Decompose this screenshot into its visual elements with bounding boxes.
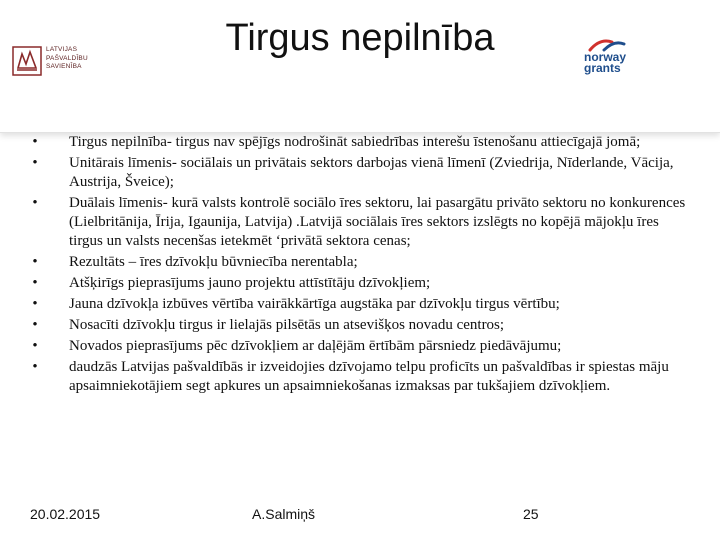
bullet-item (30, 337, 690, 356)
bullet-text: Nosacīti dzīvokļu tirgus ir lielajās pilsētās un atsevišķos novadu centros; (69, 317, 505, 333)
lps-emblem-icon (12, 46, 42, 76)
bullet-item (30, 295, 690, 314)
bullet-text: daudzās Latvijas pašvaldībās ir izveidojies dzīvojamo telpu proficīts un pašvaldības ir spiestas māju apsaimniekotājiem segt apkures un apsaimniekošanas izmaksas par tukšajiem dzīvokļiem. (69, 359, 669, 394)
bullet-text: Unitārais līmenis- sociālais un privātais sektors darbojas vienā līmenī (Zviedrija, Nīderlande, Vācija, Austrija, Šveice); (69, 155, 674, 190)
norway-grants-logo (572, 38, 642, 86)
bullet-text: Rezultāts – īres dzīvokļu būvniecība nerentabla; (69, 254, 358, 270)
norway-grants-line: norway (584, 50, 627, 64)
bullet-text: Tirgus nepilnība- tirgus nav spējīgs nodrošināt sabiedrības interešu īstenošanu attiecīgajā jomā; (69, 134, 641, 150)
lps-logo-line: LATVIJAS (46, 46, 78, 53)
bullet-dot-icon: • (32, 254, 38, 270)
bullet-list (30, 133, 690, 398)
bullet-dot-icon: • (32, 317, 38, 333)
bullet-item (30, 194, 690, 251)
bullet-item (30, 154, 690, 192)
bullet-item (30, 316, 690, 335)
lps-logo (12, 46, 112, 80)
footer-date: 20.02.2015 (30, 506, 101, 522)
bullet-text: Novados pieprasījums pēc dzīvokļiem ar daļējām ērtībām pārsniedz piedāvājumu; (69, 338, 562, 354)
norway-grants-line: grants (584, 61, 621, 75)
bullet-item (30, 133, 690, 152)
footer-page-number: 25 (523, 506, 539, 522)
bullet-text: Atšķirīgs pieprasījums jauno projektu attīstītāju dzīvokļiem; (69, 275, 431, 291)
bullet-dot-icon: • (32, 359, 38, 375)
footer-author: A.Salmiņš (252, 506, 316, 522)
slide-title: Tirgus nepilnība (225, 17, 495, 59)
bullet-text: Duālais līmenis- kurā valsts kontrolē sociālo īres sektoru, lai pasargātu privāto sektoru no konkurences (Lielbritānija, Īrija, Igaunija, Latvija) .Latvijā sociālais īres sektors izslēgts no kopējā mājokļu īres tirgus un valsts necenšas ietekmēt ‘privātā sektora cenas; (69, 195, 686, 249)
bullet-text: Jauna dzīvokļa izbūves vērtība vairākkārtīga augstāka par dzīvokļu tirgus vērtību; (69, 296, 560, 312)
bullet-item (30, 358, 690, 396)
lps-logo-line: PAŠVALDĪBU (46, 54, 88, 62)
lps-logo-line: SAVIENĪBA (46, 63, 82, 70)
bullet-item (30, 253, 690, 272)
bullet-item (30, 274, 690, 293)
bullet-dot-icon: • (32, 155, 38, 171)
bullet-dot-icon: • (32, 195, 38, 211)
bullet-dot-icon: • (32, 338, 38, 354)
norway-grants-text (584, 52, 654, 74)
lps-logo-text (46, 46, 116, 72)
bullet-dot-icon: • (32, 296, 38, 312)
bullet-dot-icon: • (32, 134, 38, 150)
bullet-dot-icon: • (32, 275, 38, 291)
